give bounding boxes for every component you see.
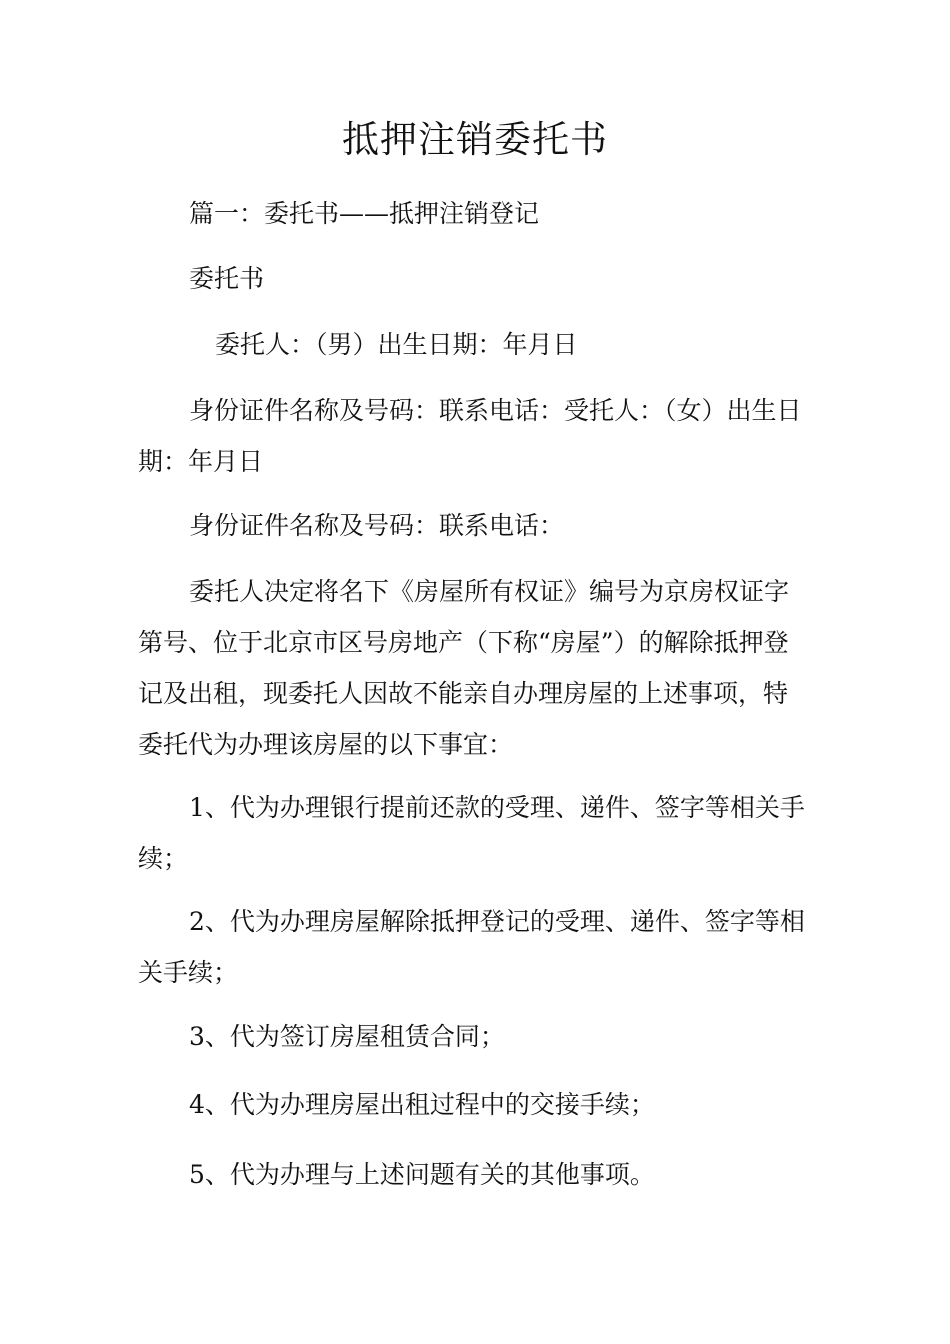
paragraph-authorization: 委托人决定将名下《房屋所有权证》编号为京房权证字第号、位于北京市区号房地产（下称“房屋”）的解除抵押登记及出租，现委托人因故不能亲自办理房屋的上述事项，特委托代为办理该房屋的以下事宜： — [138, 577, 790, 759]
paragraph-agent-id: 身份证件名称及号码：联系电话： — [189, 511, 565, 540]
paragraph-subtitle: 委托书 — [189, 264, 265, 293]
list-item-3: 3、代为签订房屋租赁合同； — [189, 1022, 505, 1051]
list-item-1: 1、代为办理银行提前还款的受理、递件、签字等相关手续； — [138, 793, 805, 873]
document-title: 抵押注销委托书 — [342, 118, 608, 161]
paragraph-principal: 委托人：（男）出生日期：年月日 — [215, 330, 578, 359]
paragraph-id-and-agent: 身份证件名称及号码：联系电话：受托人：（女）出生日期：年月日 — [138, 396, 802, 476]
list-item-2: 2、代为办理房屋解除抵押登记的受理、递件、签字等相关手续； — [138, 907, 805, 987]
list-item-4: 4、代为办理房屋出租过程中的交接手续； — [189, 1090, 655, 1119]
list-item-5: 5、代为办理与上述问题有关的其他事项。 — [189, 1160, 655, 1189]
paragraph-heading: 篇一：委托书——抵押注销登记 — [189, 199, 540, 228]
